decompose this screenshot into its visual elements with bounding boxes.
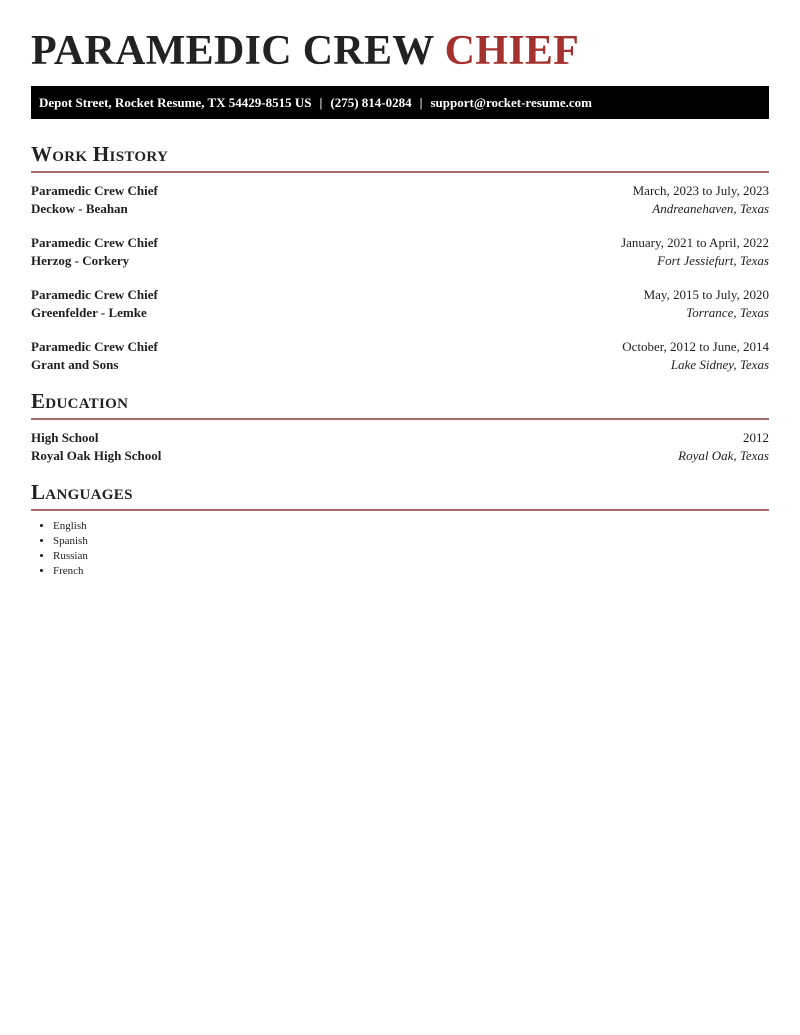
work-entry (31, 286, 769, 322)
page-title (31, 0, 769, 75)
contact-address: Depot Street, Rocket Resume, TX 54429-8515 US (39, 94, 312, 110)
contact-email[interactable]: support@rocket-resume.com (430, 94, 592, 110)
school-location: Royal Oak, Texas (678, 448, 769, 463)
section-heading: Work History (31, 142, 169, 166)
job-title: Paramedic Crew Chief (31, 339, 158, 354)
section-heading: Education (31, 389, 129, 413)
degree: High School (31, 430, 99, 445)
job-title: Paramedic Crew Chief (31, 183, 158, 198)
job-title: Paramedic Crew Chief (31, 287, 158, 302)
job-dates: January, 2021 to April, 2022 (621, 235, 769, 250)
company-name: Greenfelder - Lemke (31, 305, 147, 320)
contact-phone: (275) 814-0284 (330, 94, 412, 110)
contact-separator: | (319, 94, 323, 110)
company-name: Deckow - Beahan (31, 201, 128, 216)
list-item: • Russian (53, 549, 769, 564)
work-entry (31, 234, 769, 270)
company-name: Herzog - Corkery (31, 253, 130, 268)
job-dates: May, 2015 to July, 2020 (643, 287, 769, 302)
contact-separator: | (419, 94, 423, 110)
job-title: Paramedic Crew Chief (31, 235, 158, 250)
title-main: PARAMEDIC CREW (31, 28, 434, 74)
education-entry (31, 429, 769, 465)
company-name: Grant and Sons (31, 357, 119, 372)
job-location: Lake Sidney, Texas (670, 357, 769, 372)
graduation-year: 2012 (743, 430, 769, 445)
section-divider (31, 509, 769, 511)
list-item: • French (53, 564, 769, 579)
list-item: • Spanish (53, 534, 769, 549)
work-history-section (31, 141, 769, 374)
education-section (31, 388, 769, 465)
job-dates: October, 2012 to June, 2014 (622, 339, 769, 354)
languages-section (31, 479, 769, 579)
language-list (31, 519, 769, 579)
job-dates: March, 2023 to July, 2023 (632, 183, 769, 198)
job-location: Fort Jessiefurt, Texas (657, 253, 769, 268)
work-entry (31, 182, 769, 218)
section-divider (31, 418, 769, 420)
title-accent: CHIEF (444, 28, 580, 74)
contact-bar (31, 86, 769, 119)
job-location: Torrance, Texas (686, 305, 769, 320)
list-item: • English (53, 519, 769, 534)
section-divider (31, 171, 769, 173)
work-entry (31, 338, 769, 374)
school-name: Royal Oak High School (31, 448, 162, 463)
job-location: Andreanehaven, Texas (652, 201, 769, 216)
section-heading: Languages (31, 480, 133, 504)
